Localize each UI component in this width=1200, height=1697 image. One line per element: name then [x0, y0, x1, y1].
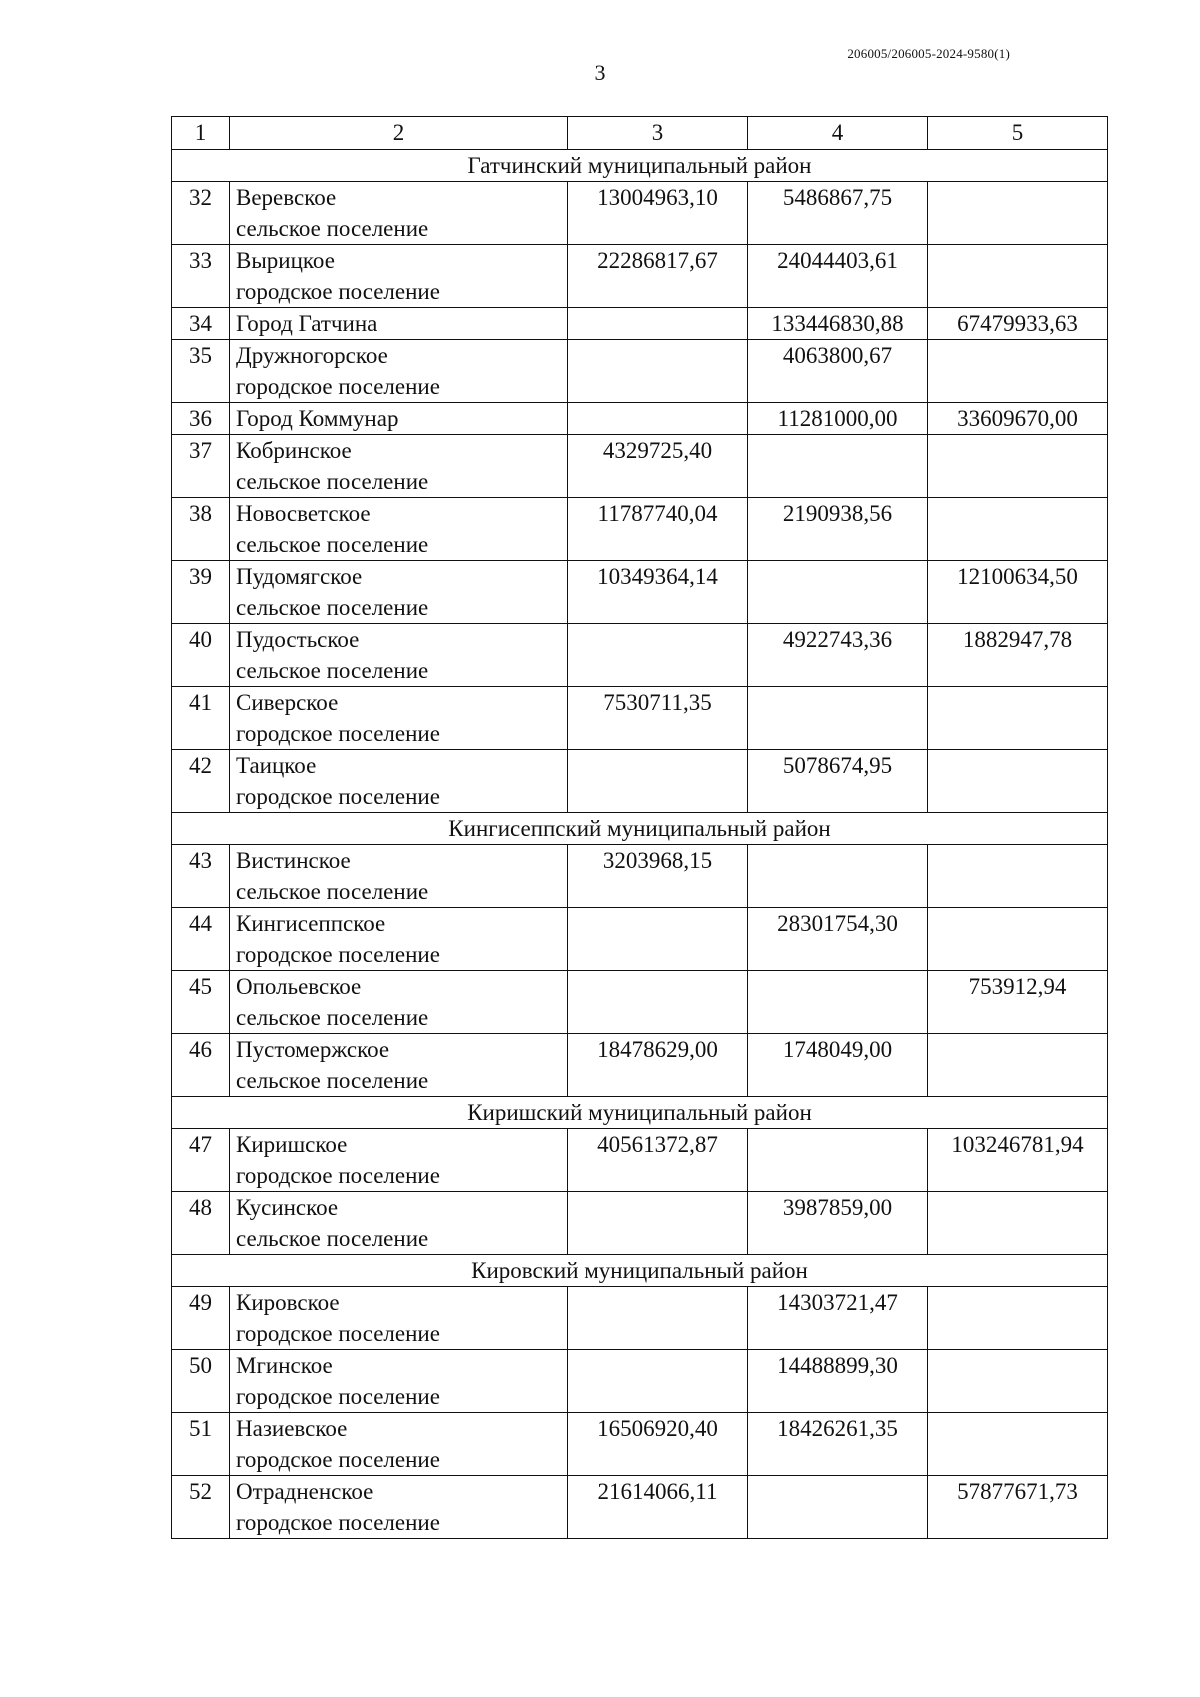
table-row	[172, 245, 1108, 308]
row-number: 44	[172, 908, 230, 971]
table-row	[172, 182, 1108, 245]
amount-col4	[748, 1129, 928, 1192]
settlement-name-cell	[230, 1034, 568, 1097]
amount-col3: 18478629,00	[568, 1034, 748, 1097]
settlement-name-cell	[230, 1192, 568, 1255]
settlement-name-cell	[230, 624, 568, 687]
settlement-name: Кобринское	[236, 438, 352, 463]
data-table	[171, 116, 1108, 1539]
settlement-type: сельское поселение	[236, 1005, 429, 1030]
row-number: 36	[172, 403, 230, 435]
settlement-type: городское поселение	[236, 1447, 440, 1472]
amount-col3	[568, 308, 748, 340]
column-header: 4	[748, 117, 928, 150]
amount-col3	[568, 1192, 748, 1255]
table-row	[172, 845, 1108, 908]
row-number: 39	[172, 561, 230, 624]
amount-col4: 18426261,35	[748, 1413, 928, 1476]
settlement-type: сельское поселение	[236, 658, 429, 683]
settlement-name: Мгинское	[236, 1353, 333, 1378]
settlement-type: городское поселение	[236, 721, 440, 746]
table-row	[172, 435, 1108, 498]
settlement-name-cell	[230, 971, 568, 1034]
amount-col3	[568, 1287, 748, 1350]
amount-col5	[928, 1413, 1108, 1476]
row-number: 37	[172, 435, 230, 498]
amount-col3: 7530711,35	[568, 687, 748, 750]
settlement-name: Сиверское	[236, 690, 339, 715]
row-number: 32	[172, 182, 230, 245]
settlement-name-cell	[230, 403, 568, 435]
settlement-name-cell	[230, 1350, 568, 1413]
settlement-name-cell	[230, 1476, 568, 1539]
table-row	[172, 971, 1108, 1034]
settlement-name: Город Коммунар	[236, 406, 399, 431]
settlement-name: Город Гатчина	[236, 311, 378, 336]
amount-col4	[748, 435, 928, 498]
settlement-type: сельское поселение	[236, 879, 429, 904]
amount-col4: 5078674,95	[748, 750, 928, 813]
row-number: 45	[172, 971, 230, 1034]
amount-col4: 133446830,88	[748, 308, 928, 340]
amount-col4: 1748049,00	[748, 1034, 928, 1097]
row-number: 35	[172, 340, 230, 403]
settlement-name: Пудостьское	[236, 627, 360, 652]
table-row	[172, 340, 1108, 403]
amount-col4: 2190938,56	[748, 498, 928, 561]
settlement-name: Кингисеппское	[236, 911, 386, 936]
settlement-name-cell	[230, 498, 568, 561]
settlement-name-cell	[230, 1413, 568, 1476]
row-number: 34	[172, 308, 230, 340]
settlement-name-cell	[230, 561, 568, 624]
row-number: 50	[172, 1350, 230, 1413]
row-number: 46	[172, 1034, 230, 1097]
amount-col3	[568, 403, 748, 435]
district-header-row	[172, 813, 1108, 845]
amount-col3	[568, 971, 748, 1034]
amount-col5	[928, 1034, 1108, 1097]
amount-col3: 40561372,87	[568, 1129, 748, 1192]
table-row	[172, 1192, 1108, 1255]
amount-col3	[568, 340, 748, 403]
settlement-name-cell	[230, 340, 568, 403]
settlement-type: сельское поселение	[236, 216, 429, 241]
amount-col3: 13004963,10	[568, 182, 748, 245]
amount-col5: 103246781,94	[928, 1129, 1108, 1192]
district-header-row	[172, 1255, 1108, 1287]
amount-col3	[568, 624, 748, 687]
settlement-type: сельское поселение	[236, 1226, 429, 1251]
table-row	[172, 1350, 1108, 1413]
amount-col3: 16506920,40	[568, 1413, 748, 1476]
row-number: 41	[172, 687, 230, 750]
settlement-type: городское поселение	[236, 1321, 440, 1346]
district-title: Киришский муниципальный район	[172, 1097, 1108, 1129]
settlement-type: сельское поселение	[236, 595, 429, 620]
page-number: 3	[594, 60, 606, 85]
row-number: 38	[172, 498, 230, 561]
settlement-name: Пустомержское	[236, 1037, 390, 1062]
settlement-name: Таицкое	[236, 753, 317, 778]
district-header-row	[172, 1097, 1108, 1129]
amount-col3: 21614066,11	[568, 1476, 748, 1539]
settlement-name: Вистинское	[236, 848, 351, 873]
amount-col5: 753912,94	[928, 971, 1108, 1034]
amount-col3: 4329725,40	[568, 435, 748, 498]
settlement-type: сельское поселение	[236, 1068, 429, 1093]
amount-col4	[748, 687, 928, 750]
row-number: 33	[172, 245, 230, 308]
row-number: 42	[172, 750, 230, 813]
row-number: 48	[172, 1192, 230, 1255]
amount-col5: 67479933,63	[928, 308, 1108, 340]
settlement-name-cell	[230, 182, 568, 245]
table-row	[172, 403, 1108, 435]
amount-col3	[568, 908, 748, 971]
settlement-name: Новосветское	[236, 501, 371, 526]
settlement-name: Веревское	[236, 185, 337, 210]
amount-col3	[568, 1350, 748, 1413]
settlement-name-cell	[230, 845, 568, 908]
column-header: 2	[230, 117, 568, 150]
settlement-name: Вырицкое	[236, 248, 335, 273]
district-header-row	[172, 150, 1108, 182]
row-number: 40	[172, 624, 230, 687]
settlement-name-cell	[230, 1287, 568, 1350]
table-row	[172, 1034, 1108, 1097]
settlement-type: сельское поселение	[236, 469, 429, 494]
row-number: 43	[172, 845, 230, 908]
settlement-name: Дружногорское	[236, 343, 388, 368]
settlement-name: Пудомягское	[236, 564, 363, 589]
amount-col5	[928, 687, 1108, 750]
amount-col4	[748, 1476, 928, 1539]
row-number: 51	[172, 1413, 230, 1476]
amount-col5: 1882947,78	[928, 624, 1108, 687]
document-id: 206005/206005-2024-9580(1)	[847, 46, 1010, 61]
table-row	[172, 687, 1108, 750]
amount-col3	[568, 750, 748, 813]
settlement-name-cell	[230, 908, 568, 971]
amount-col3: 22286817,67	[568, 245, 748, 308]
amount-col5	[928, 1192, 1108, 1255]
row-number: 52	[172, 1476, 230, 1539]
settlement-name-cell	[230, 435, 568, 498]
settlement-name-cell	[230, 308, 568, 340]
column-header: 1	[172, 117, 230, 150]
settlement-type: городское поселение	[236, 279, 440, 304]
settlement-name: Кусинское	[236, 1195, 339, 1220]
amount-col4: 14488899,30	[748, 1350, 928, 1413]
column-header: 3	[568, 117, 748, 150]
table-row	[172, 561, 1108, 624]
amount-col5	[928, 908, 1108, 971]
table-row	[172, 624, 1108, 687]
amount-col4	[748, 971, 928, 1034]
table-row	[172, 908, 1108, 971]
amount-col5	[928, 182, 1108, 245]
amount-col5	[928, 435, 1108, 498]
district-title: Кингисеппский муниципальный район	[172, 813, 1108, 845]
settlement-name-cell	[230, 750, 568, 813]
amount-col5	[928, 1287, 1108, 1350]
amount-col3: 11787740,04	[568, 498, 748, 561]
settlement-type: городское поселение	[236, 784, 440, 809]
settlement-type: городское поселение	[236, 374, 440, 399]
row-number: 47	[172, 1129, 230, 1192]
settlement-name: Опольевское	[236, 974, 362, 999]
settlement-type: городское поселение	[236, 1384, 440, 1409]
settlement-name-cell	[230, 245, 568, 308]
amount-col4: 4922743,36	[748, 624, 928, 687]
amount-col4: 11281000,00	[748, 403, 928, 435]
amount-col5	[928, 498, 1108, 561]
district-title: Кировский муниципальный район	[172, 1255, 1108, 1287]
amount-col3: 10349364,14	[568, 561, 748, 624]
amount-col5	[928, 1350, 1108, 1413]
row-number: 49	[172, 1287, 230, 1350]
table-row	[172, 1129, 1108, 1192]
amount-col4: 3987859,00	[748, 1192, 928, 1255]
amount-col4: 14303721,47	[748, 1287, 928, 1350]
table-body	[172, 117, 1108, 1539]
table-row	[172, 308, 1108, 340]
settlement-name: Кировское	[236, 1290, 340, 1315]
amount-col5	[928, 750, 1108, 813]
table-row	[172, 1287, 1108, 1350]
district-title: Гатчинский муниципальный район	[172, 150, 1108, 182]
amount-col5: 33609670,00	[928, 403, 1108, 435]
amount-col3: 3203968,15	[568, 845, 748, 908]
settlement-type: городское поселение	[236, 1510, 440, 1535]
amount-col4	[748, 561, 928, 624]
settlement-type: городское поселение	[236, 942, 440, 967]
amount-col5	[928, 845, 1108, 908]
settlement-type: сельское поселение	[236, 532, 429, 557]
settlement-name-cell	[230, 687, 568, 750]
settlement-name: Назиевское	[236, 1416, 348, 1441]
amount-col4: 5486867,75	[748, 182, 928, 245]
table-header-row	[172, 117, 1108, 150]
settlement-name-cell	[230, 1129, 568, 1192]
table-row	[172, 498, 1108, 561]
amount-col4: 4063800,67	[748, 340, 928, 403]
amount-col4	[748, 845, 928, 908]
column-header: 5	[928, 117, 1108, 150]
amount-col5: 57877671,73	[928, 1476, 1108, 1539]
amount-col4: 24044403,61	[748, 245, 928, 308]
settlement-type: городское поселение	[236, 1163, 440, 1188]
amount-col5	[928, 340, 1108, 403]
settlement-name: Отрадненское	[236, 1479, 374, 1504]
table-row	[172, 1413, 1108, 1476]
amount-col5	[928, 245, 1108, 308]
table-row	[172, 750, 1108, 813]
amount-col4: 28301754,30	[748, 908, 928, 971]
settlement-name: Киришское	[236, 1132, 348, 1157]
amount-col5: 12100634,50	[928, 561, 1108, 624]
table-row	[172, 1476, 1108, 1539]
